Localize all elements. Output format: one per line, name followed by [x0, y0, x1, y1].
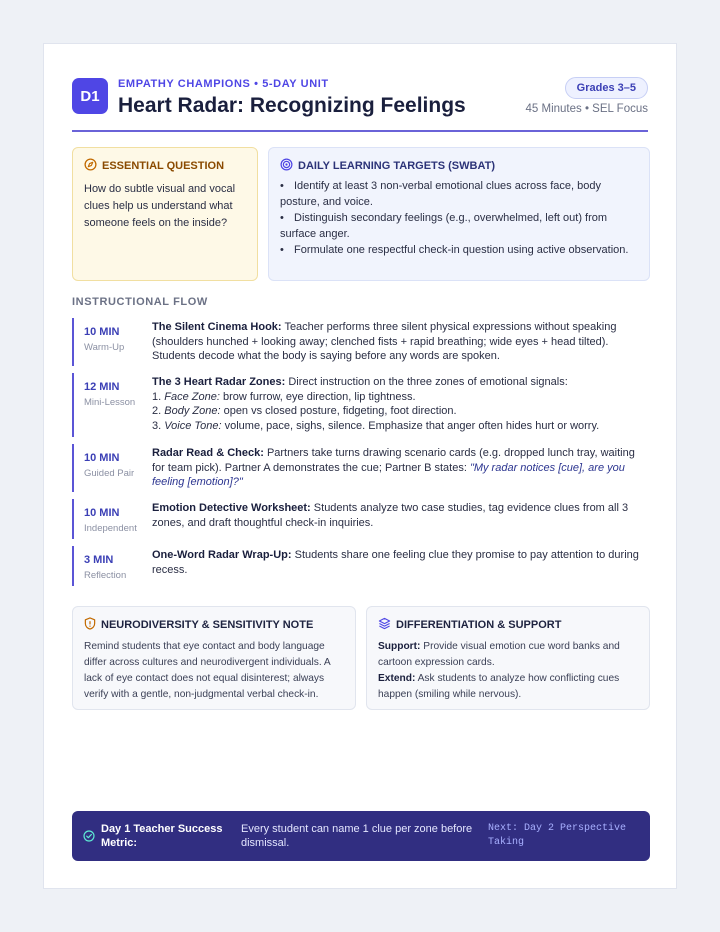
- step-title: One-Word Radar Wrap-Up:: [152, 549, 292, 561]
- compass-icon: [84, 158, 97, 174]
- shield-icon: [84, 617, 96, 633]
- step-text: Teacher performs three silent physical expressions without speaking (shoulders hunched + looking away; clenched fists + rapid breathing; wide eyes + head tilted). Students decode what the body is saying before any words are spoken.: [152, 321, 617, 362]
- step-phase: Independent: [84, 523, 137, 534]
- step-phase: Reflection: [84, 570, 127, 581]
- success-metric-label: Day 1 Teacher Success Metric:: [101, 823, 223, 849]
- flow-step-independent: [72, 499, 650, 539]
- flow-step-reflection: [72, 546, 650, 586]
- step-text: Students analyze two case studies, tag evidence clues from all 3 zones, and draft thoughtful check-in inquiries.: [152, 502, 629, 529]
- step-title: The Silent Cinema Hook:: [152, 321, 282, 333]
- neurodiversity-note-card: [72, 606, 356, 710]
- step-duration: 10 MIN: [84, 326, 120, 338]
- essential-question-text: How do subtle visual and vocal clues help us understand what someone feels on the inside?: [84, 183, 236, 229]
- flow-step-guided-pair: [72, 444, 650, 492]
- step-phase: Warm-Up: [84, 342, 125, 353]
- differentiation-heading: DIFFERENTIATION & SUPPORT: [396, 619, 562, 631]
- header-divider: [72, 130, 648, 132]
- list-item: • Identify at least 3 non-verbal emotional clues across face, body posture, and voice.: [280, 180, 601, 208]
- essential-question-heading: ESSENTIAL QUESTION: [102, 160, 225, 172]
- neurodiversity-heading: NEURODIVERSITY & SENSITIVITY NOTE: [101, 619, 314, 631]
- step-duration: 10 MIN: [84, 452, 120, 464]
- step-title: The 3 Heart Radar Zones:: [152, 376, 286, 388]
- flow-step-warm-up: [72, 318, 650, 366]
- grade-badge: Grades 3–5: [565, 77, 648, 99]
- step-phase: Guided Pair: [84, 468, 135, 479]
- next-lesson-link[interactable]: Next: Day 2 Perspective Taking: [488, 823, 627, 848]
- lesson-plan-page: [43, 43, 677, 889]
- step-text: Direct instruction on the three zones of emotional signals:: [288, 376, 568, 388]
- learning-targets-box: [268, 147, 650, 281]
- step-text: Students share one feeling clue they promise to pay attention to during recess.: [152, 549, 639, 576]
- learning-targets-list: [280, 179, 638, 259]
- learning-targets-heading: DAILY LEARNING TARGETS (SWBAT): [298, 160, 495, 172]
- lesson-meta: 45 Minutes • SEL Focus: [525, 103, 648, 115]
- step-quote: "My radar notices [cue], are you feeling [emotion]?": [152, 461, 625, 488]
- differentiation-card: [366, 606, 650, 710]
- page-title: Heart Radar: Recognizing Feelings: [118, 94, 466, 117]
- zone-item: 2. Body Zone: open vs closed posture, fidgeting, foot direction.: [152, 405, 457, 417]
- instructional-flow-heading: INSTRUCTIONAL FLOW: [72, 296, 208, 308]
- step-duration: 10 MIN: [84, 507, 120, 519]
- unit-eyebrow: EMPATHY CHAMPIONS • 5-DAY UNIT: [118, 78, 329, 90]
- extend-line: Extend: Ask students to analyze how conflicting cues happen (smiling while nervous).: [378, 673, 620, 700]
- support-line: Support: Provide visual emotion cue word banks and cartoon expression cards.: [378, 641, 620, 668]
- neurodiversity-text: Remind students that eye contact and body language differ across cultures and neurodivergent individuals. A lack of eye contact does not equal disinterest; always verify with a gentle, non-judgmental verbal check-in.: [84, 641, 331, 700]
- check-circle-icon: [83, 829, 95, 847]
- list-item: • Distinguish secondary feelings (e.g., overwhelmed, left out) from surface anger.: [280, 212, 608, 240]
- step-duration: 12 MIN: [84, 381, 120, 393]
- success-metric-text: Every student can name 1 clue per zone before dismissal.: [241, 823, 473, 849]
- step-duration: 3 MIN: [84, 554, 114, 566]
- success-metric-banner: [72, 811, 650, 861]
- step-title: Radar Read & Check:: [152, 447, 264, 459]
- step-text: Partners take turns drawing scenario cards (e.g. dropped lunch tray, waiting for team pick). Partner A demonstrates the cue; Partner B states:: [152, 447, 635, 474]
- list-item: • Formulate one respectful check-in question using active observation.: [280, 244, 629, 256]
- essential-question-box: [72, 147, 258, 281]
- day-badge: D1: [72, 78, 108, 114]
- zone-item: 1. Face Zone: brow furrow, eye direction, lip tightness.: [152, 390, 416, 403]
- step-phase: Mini-Lesson: [84, 397, 136, 408]
- step-title: Emotion Detective Worksheet:: [152, 502, 311, 514]
- zone-item: 3. Voice Tone: volume, pace, sighs, silence. Emphasize that anger often hides hurt or worry.: [152, 419, 600, 432]
- layers-icon: [378, 617, 391, 633]
- flow-step-mini-lesson: [72, 373, 650, 437]
- target-icon: [280, 158, 293, 174]
